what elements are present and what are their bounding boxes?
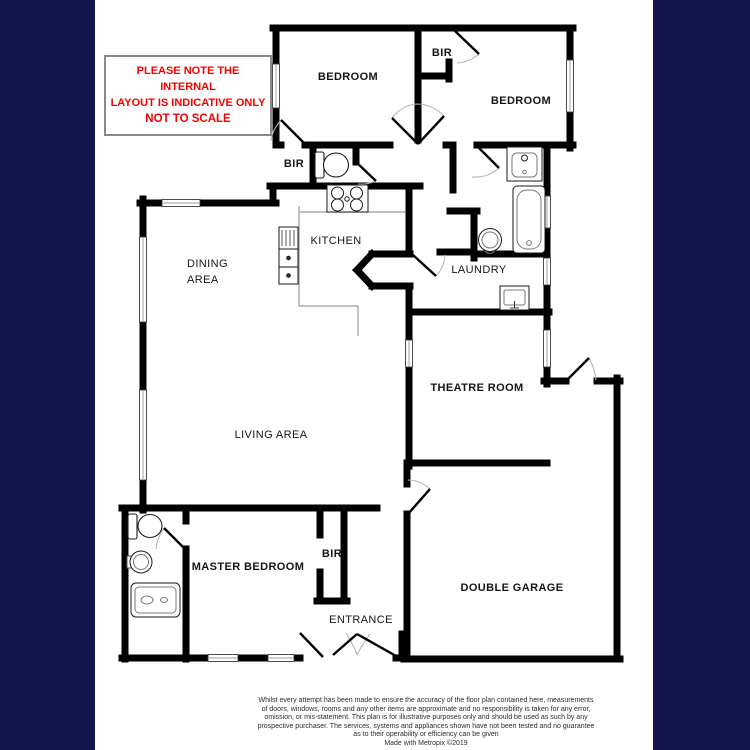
disclaimer-line: of doors, windows, rooms and any other items are approximate and no responsibility is taken for any error, bbox=[261, 705, 591, 713]
scale-notice-line3: NOT TO SCALE bbox=[145, 113, 231, 125]
stove bbox=[327, 185, 368, 212]
ensuite-basin bbox=[127, 551, 152, 573]
room-label-bedroom1: BEDROOM bbox=[317, 71, 379, 83]
room-label-bir-master: BIR bbox=[321, 548, 343, 560]
bathroom-basin bbox=[479, 229, 502, 254]
bathroom-sink bbox=[507, 147, 542, 181]
scale-notice-line1: PLEASE NOTE THE INTERNAL bbox=[136, 65, 240, 93]
ensuite-toilet bbox=[128, 514, 162, 539]
scale-notice-box bbox=[104, 55, 272, 136]
room-label-dining-2: AREA bbox=[187, 274, 219, 286]
room-label-master: MASTER BEDROOM bbox=[191, 561, 305, 573]
metropix-credit: Made with Metropix ©2019 bbox=[384, 739, 468, 747]
bathtub bbox=[513, 186, 545, 253]
kitchen-counter bbox=[299, 206, 405, 336]
room-label-bedroom2: BEDROOM bbox=[490, 95, 552, 107]
room-label-kitchen: KITCHEN bbox=[310, 235, 362, 247]
disclaimer-line: omission, or mis-statement. This plan is for illustrative purposes only and should be used as such by any bbox=[264, 714, 588, 722]
room-label-entrance: ENTRANCE bbox=[329, 614, 393, 626]
room-label-garage: DOUBLE GARAGE bbox=[460, 582, 564, 594]
laundry-trough bbox=[500, 286, 529, 310]
room-label-bir-hall: BIR bbox=[283, 158, 305, 170]
shower bbox=[131, 583, 180, 617]
footer-disclaimer bbox=[250, 697, 602, 749]
room-label-bir-top: BIR bbox=[431, 47, 453, 59]
room-label-living: LIVING AREA bbox=[234, 429, 308, 441]
room-label-theatre: THEATRE ROOM bbox=[430, 382, 524, 394]
toilet bbox=[315, 152, 349, 178]
kitchen-appliances bbox=[279, 227, 298, 284]
scale-notice-line2: LAYOUT IS INDICATIVE ONLY bbox=[110, 97, 266, 109]
disclaimer-line: as to their operability or efficiency can be given bbox=[353, 731, 499, 739]
room-label-laundry: LAUNDRY bbox=[451, 264, 507, 276]
room-label-dining-1: DINING bbox=[187, 258, 228, 270]
disclaimer-line: prospective purchaser. The services, systems and appliances shown have not been tested and no guarantee bbox=[257, 722, 595, 730]
disclaimer-line: Whilst every attempt has been made to ensure the accuracy of the floor plan contained here, measurements bbox=[258, 697, 594, 704]
